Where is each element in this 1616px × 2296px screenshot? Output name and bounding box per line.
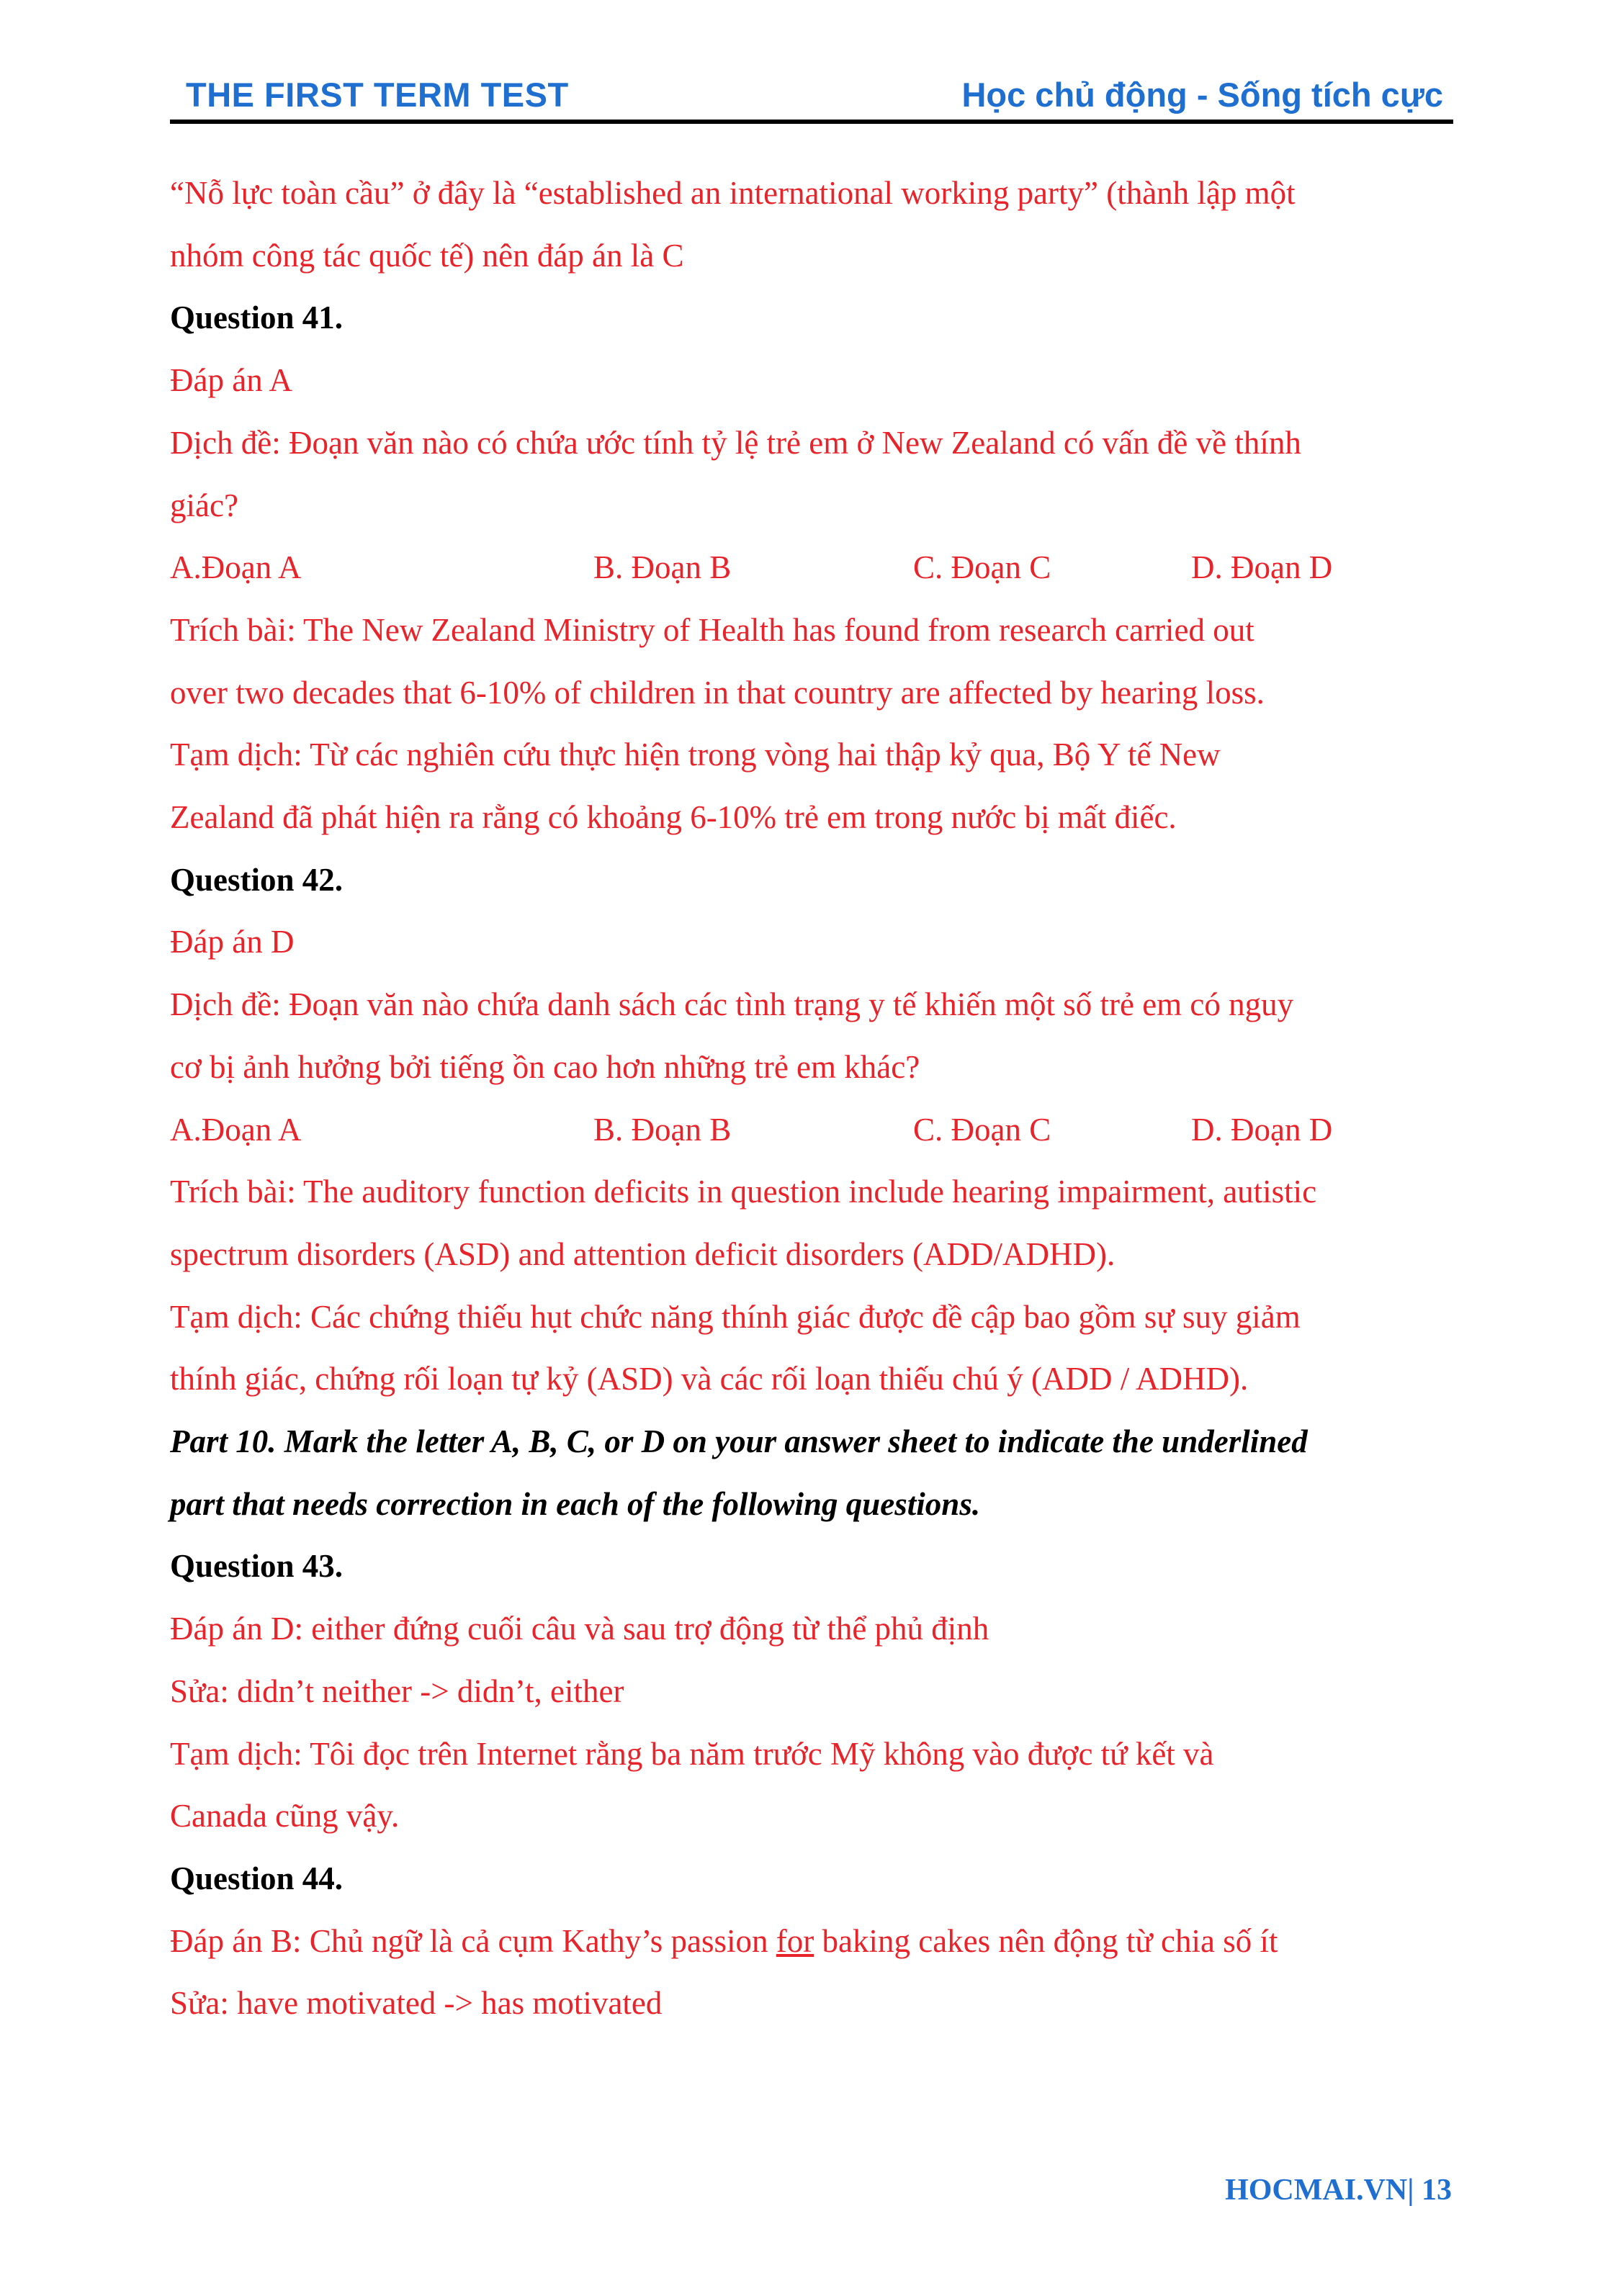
question-41-excerpt-1: Trích bài: The New Zealand Ministry of Health has found from research carried out xyxy=(170,611,1254,648)
question-44-title: Question 44. xyxy=(170,1860,344,1896)
question-41-answer: Đáp án A xyxy=(170,362,292,399)
question-43-answer: Đáp án D: either đứng cuối câu và sau trợ động từ thể phủ định xyxy=(170,1611,989,1647)
option-a: A.Đoạn A xyxy=(170,1111,302,1148)
intro-line-1: “Nỗ lực toàn cầu” ở đây là “established an international working party” (thành lập một xyxy=(170,175,1296,211)
question-41-excerpt-2: over two decades that 6-10% of children in that country are affected by hearing loss. xyxy=(170,674,1265,711)
option-b: B. Đoạn B xyxy=(593,549,732,586)
question-42-temp-2: thính giác, chứng rối loạn tự kỷ (ASD) và các rối loạn thiếu chú ý (ADD / ADHD). xyxy=(170,1361,1249,1397)
question-42-answer: Đáp án D xyxy=(170,924,295,960)
question-41-translation-1: Dịch đề: Đoạn văn nào có chứa ước tính tỷ lệ trẻ em ở New Zealand có vấn đề về thính xyxy=(170,424,1301,461)
question-43-temp-1: Tạm dịch: Tôi đọc trên Internet rằng ba năm trước Mỹ không vào được tứ kết và xyxy=(170,1735,1214,1772)
header-slogan: Học chủ động - Sống tích cực xyxy=(961,76,1443,114)
question-44-answer xyxy=(170,1910,1459,1973)
question-41-options xyxy=(170,536,1459,599)
intro-line-2: nhóm công tác quốc tế) nên đáp án là C xyxy=(170,237,684,274)
question-42-temp-1: Tạm dịch: Các chứng thiếu hụt chức năng thính giác được đề cập bao gồm sự suy giảm xyxy=(170,1298,1301,1335)
question-42-options xyxy=(170,1099,1459,1161)
answer-text-after: baking cakes nên động từ chia số ít xyxy=(814,1922,1278,1959)
question-42-translation-2: cơ bị ảnh hưởng bởi tiếng ồn cao hơn những trẻ em khác? xyxy=(170,1048,920,1085)
option-d: D. Đoạn D xyxy=(1191,549,1333,586)
question-42-title: Question 42. xyxy=(170,861,344,898)
header-title: THE FIRST TERM TEST xyxy=(186,76,569,114)
question-44-fix: Sửa: have motivated -> has motivated xyxy=(170,1985,663,2022)
question-43-temp-2: Canada cũng vậy. xyxy=(170,1798,400,1834)
page-content xyxy=(170,162,1459,2035)
question-42-excerpt-1: Trích bài: The auditory function deficits in question include hearing impairment, autistic xyxy=(170,1174,1317,1210)
question-42-translation-1: Dịch đề: Đoạn văn nào chứa danh sách các tình trạng y tế khiến một số trẻ em có nguy xyxy=(170,986,1294,1023)
underlined-word: for xyxy=(776,1922,814,1959)
question-43-fix: Sửa: didn’t neither -> didn’t, either xyxy=(170,1673,624,1709)
option-d: D. Đoạn D xyxy=(1191,1111,1333,1148)
question-43-title: Question 43. xyxy=(170,1548,344,1585)
option-a: A.Đoạn A xyxy=(170,549,302,586)
option-c: C. Đoạn C xyxy=(913,549,1051,586)
part-10-instruction-2: part that needs correction in each of the following questions. xyxy=(170,1485,981,1522)
question-42-excerpt-2: spectrum disorders (ASD) and attention deficit disorders (ADD/ADHD). xyxy=(170,1235,1116,1272)
answer-text-before: Đáp án B: Chủ ngữ là cả cụm Kathy’s passion xyxy=(170,1922,776,1959)
question-41-title: Question 41. xyxy=(170,300,344,336)
header-divider xyxy=(170,120,1453,124)
option-c: C. Đoạn C xyxy=(913,1111,1051,1148)
question-41-temp-2: Zealand đã phát hiện ra rằng có khoảng 6-10% trẻ em trong nước bị mất điếc. xyxy=(170,799,1177,836)
question-41-translation-2: giác? xyxy=(170,487,238,523)
part-10-instruction-1: Part 10. Mark the letter A, B, C, or D on your answer sheet to indicate the underlined xyxy=(170,1423,1308,1460)
page-footer: HOCMAI.VN| 13 xyxy=(1225,2174,1452,2207)
question-41-temp-1: Tạm dịch: Từ các nghiên cứu thực hiện trong vòng hai thập kỷ qua, Bộ Y tế New xyxy=(170,737,1221,773)
option-b: B. Đoạn B xyxy=(593,1111,732,1148)
